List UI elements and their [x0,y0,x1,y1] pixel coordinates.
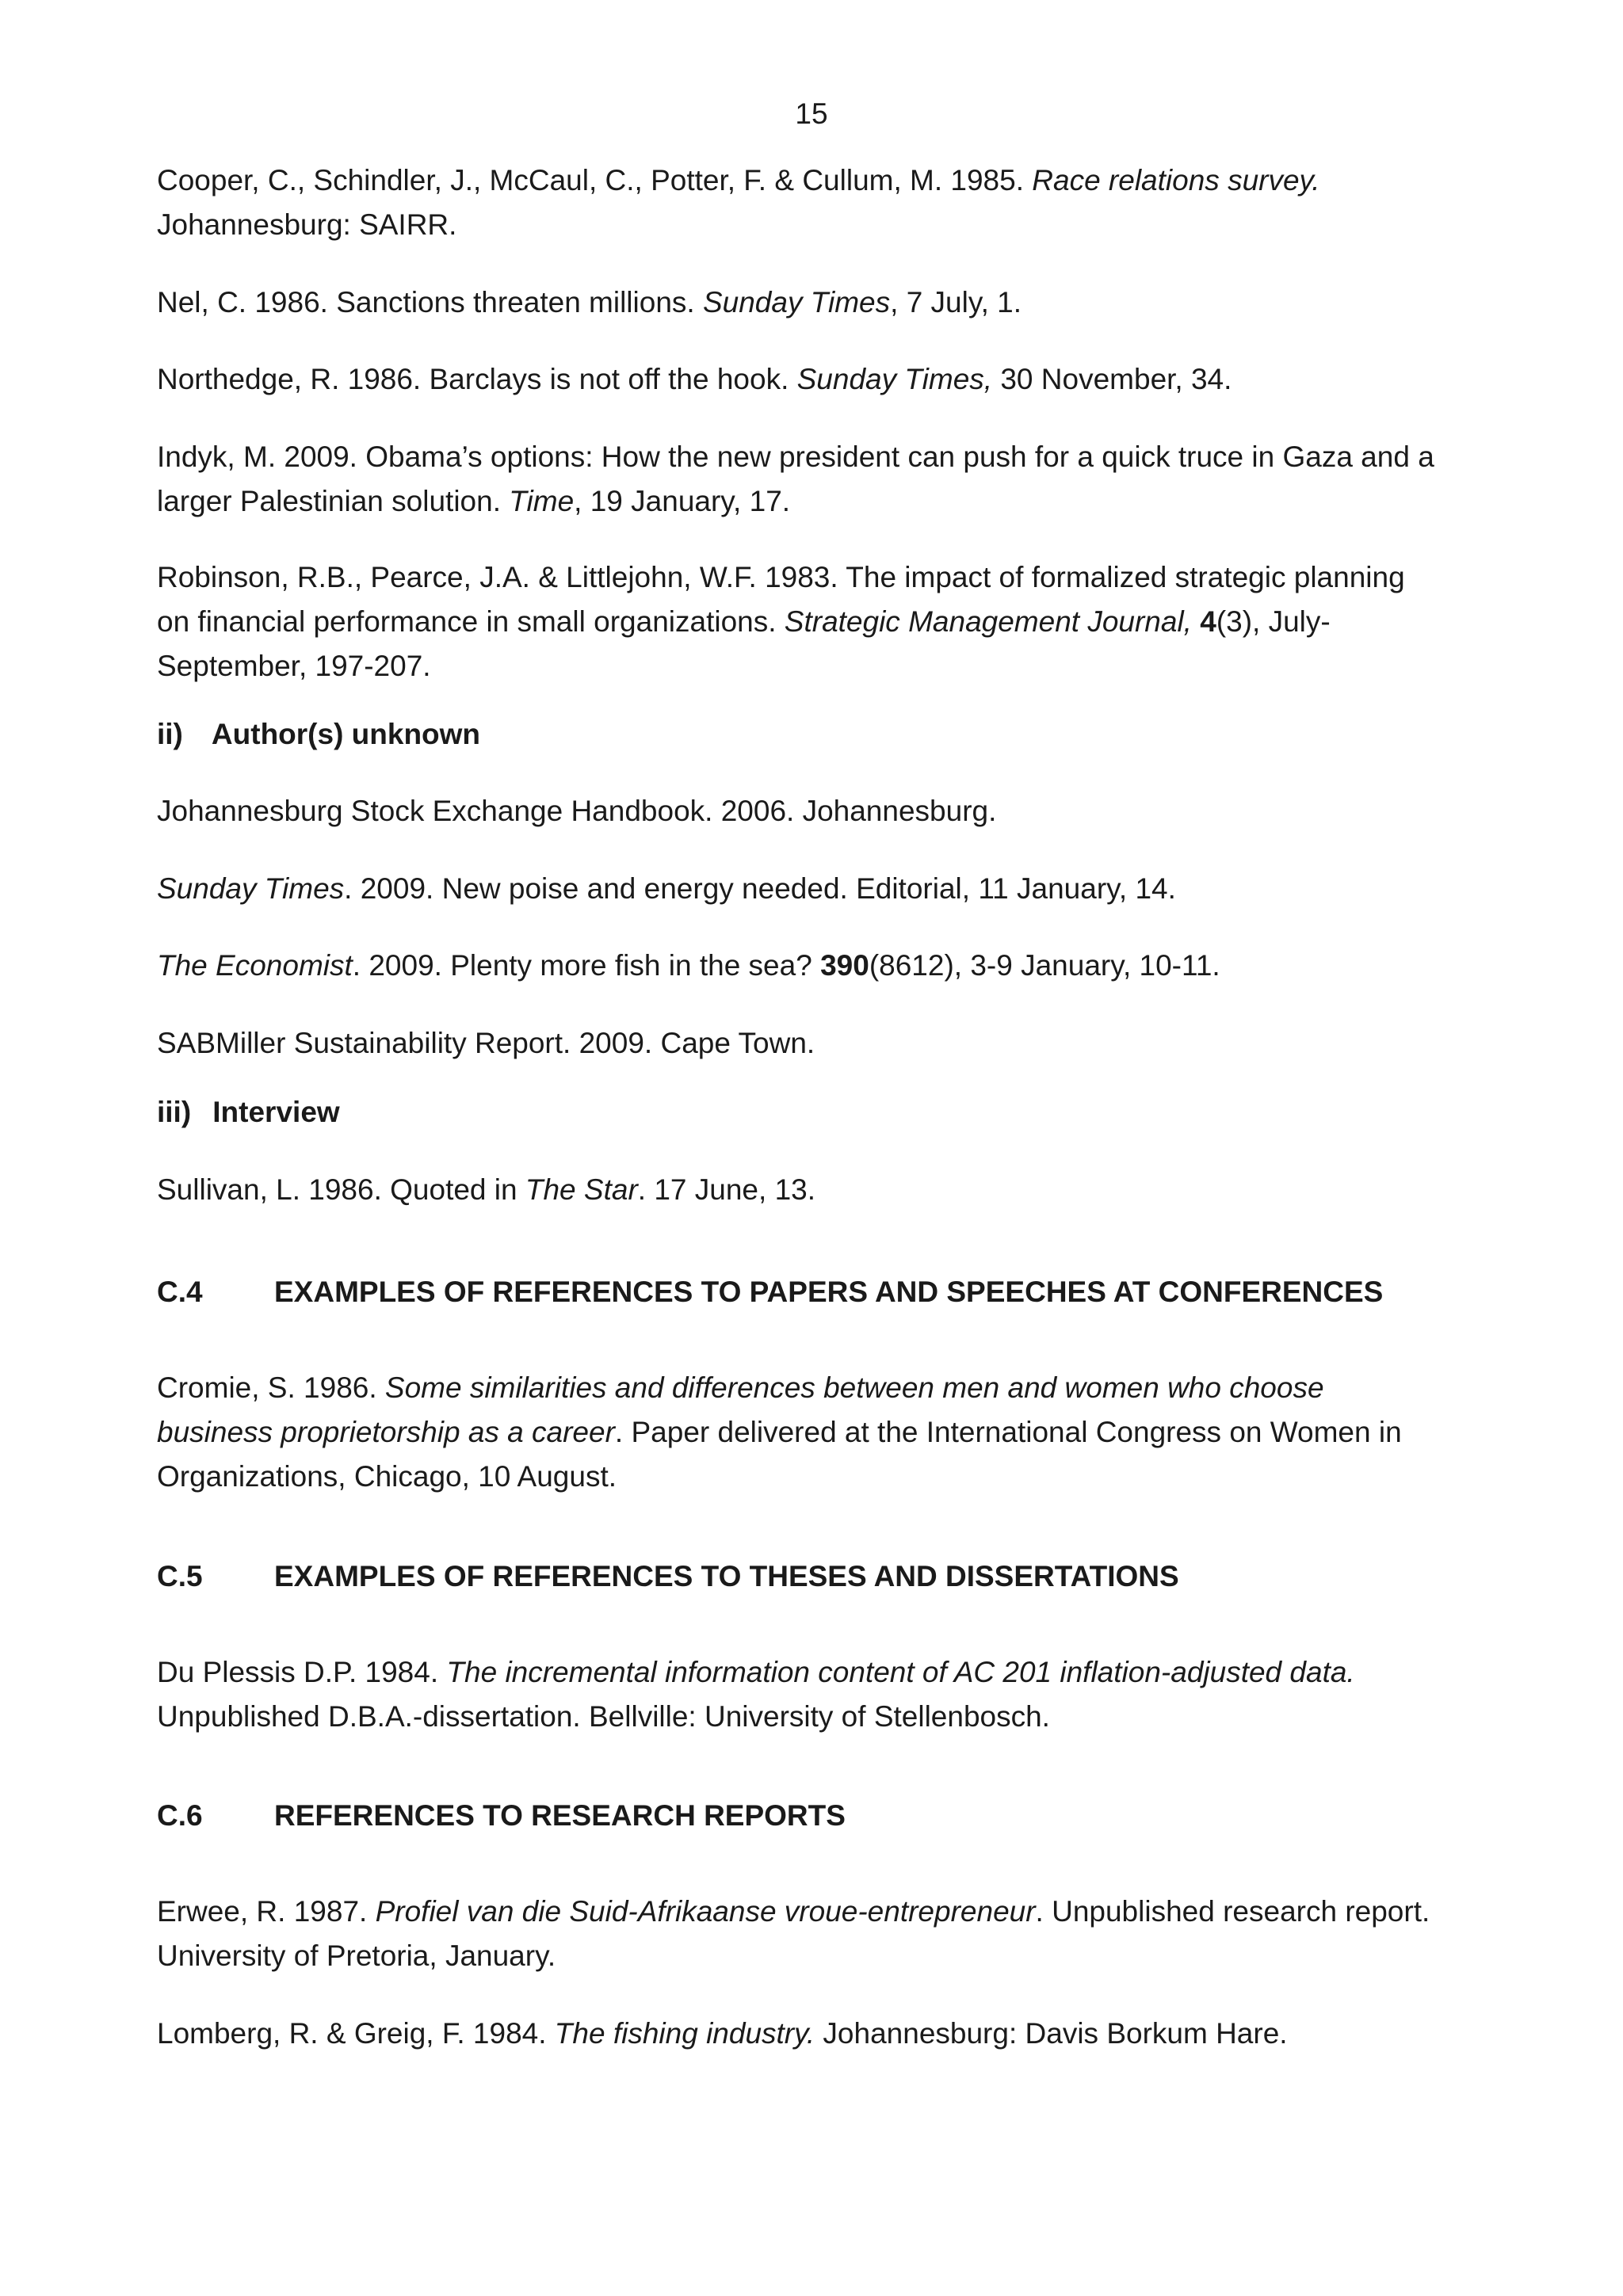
reference-jse [157,789,1496,833]
ref-text: (3), July- [1216,605,1331,638]
subheading-interview [157,1090,1496,1135]
page-number: 15 [795,97,828,130]
ref-text: University of Pretoria, January. [157,1939,556,1972]
ref-text: 30 November, 34. [992,363,1232,395]
reference-sullivan [157,1168,1496,1212]
reference-robinson [157,555,1496,688]
section-code: C.5 [157,1560,203,1592]
ref-text: . Paper delivered at the International Congress on Women in [614,1416,1402,1448]
ref-title: Sunday Times [702,286,891,318]
reference-sunday-times [157,867,1496,911]
ref-title: Sunday Times, [796,363,993,395]
reference-cooper [157,158,1496,247]
ref-text: . 17 June, 13. [637,1173,816,1206]
ref-title: The Economist [157,949,353,982]
ref-title: Race relations survey. [1032,164,1320,196]
ref-text: Johannesburg Stock Exchange Handbook. 2006. Johannesburg. [157,795,997,827]
section-title: EXAMPLES OF REFERENCES TO THESES AND DISSERTATIONS [274,1560,1179,1592]
ref-title: Sunday Times [157,872,345,905]
subheading-authors-unknown [157,712,1496,757]
ref-title: Profiel van die Suid-Afrikaanse vroue-entrepreneur [375,1895,1036,1928]
ref-title: The incremental information content of AC 201 inflation-adjusted data. [446,1656,1355,1688]
subheading-label: Interview [212,1096,340,1128]
ref-text: on financial performance in small organizations. [157,605,785,638]
section-code: C.4 [157,1276,203,1308]
section-heading-c5 [157,1554,1496,1599]
ref-text: Du Plessis D.P. 1984. [157,1656,447,1688]
reference-indyk [157,435,1496,524]
ref-text: (8612), 3-9 January, 10-11. [869,949,1220,982]
ref-text: , 19 January, 17. [574,485,791,517]
ref-title: business proprietorship as a career [157,1416,615,1448]
ref-title: The fishing industry. [554,2017,815,2050]
subheading-number: ii) [157,718,183,750]
ref-volume: 4 [1200,605,1216,638]
reference-erwee [157,1890,1496,1978]
ref-text: September, 197-207. [157,650,431,682]
reference-duplessis [157,1650,1496,1739]
reference-northedge [157,357,1496,402]
subheading-number: iii) [157,1096,192,1128]
ref-journal: Strategic Management Journal, [784,605,1192,638]
ref-title: The Star [525,1173,638,1206]
reference-economist [157,944,1496,988]
ref-text: larger Palestinian solution. [157,485,510,517]
ref-text: Indyk, M. 2009. Obama’s options: How the new president can push for a quick truce in Gaza and a [157,441,1434,473]
ref-text: Northedge, R. 1986. Barclays is not off the hook. [157,363,797,395]
ref-text: SABMiller Sustainability Report. 2009. Cape Town. [157,1027,815,1059]
reference-sabmiller [157,1021,1496,1066]
ref-text: Unpublished D.B.A.-dissertation. Bellville: University of Stellenbosch. [157,1700,1050,1733]
ref-text: . Unpublished research report. [1035,1895,1430,1928]
ref-text: Organizations, Chicago, 10 August. [157,1460,617,1493]
ref-text: Nel, C. 1986. Sanctions threaten millions. [157,286,703,318]
ref-text: Sullivan, L. 1986. Quoted in [157,1173,525,1206]
ref-text: Cromie, S. 1986. [157,1371,385,1404]
ref-text: . 2009. New poise and energy needed. Editorial, 11 January, 14. [344,872,1176,905]
ref-text: , 7 July, 1. [890,286,1022,318]
section-code: C.6 [157,1799,203,1832]
reference-lomberg [157,2012,1496,2056]
ref-text: Erwee, R. 1987. [157,1895,376,1928]
section-title: EXAMPLES OF REFERENCES TO PAPERS AND SPEECHES AT CONFERENCES [274,1276,1384,1308]
reference-cromie [157,1366,1496,1499]
subheading-label: Author(s) unknown [211,718,481,750]
section-heading-c6 [157,1794,1496,1838]
ref-text [1192,605,1200,638]
ref-text: Lomberg, R. & Greig, F. 1984. [157,2017,555,2050]
ref-text: Cooper, C., Schindler, J., McCaul, C., Potter, F. & Cullum, M. 1985. [157,164,1033,196]
ref-text: . 2009. Plenty more fish in the sea? [352,949,821,982]
section-heading-c4 [157,1270,1496,1314]
reference-nel [157,280,1496,325]
ref-volume: 390 [820,949,869,982]
ref-title: Some similarities and differences between men and women who choose [384,1371,1324,1404]
ref-title: Time [509,485,575,517]
ref-text: Robinson, R.B., Pearce, J.A. & Littlejohn, W.F. 1983. The impact of formalized strategic planning [157,561,1405,593]
ref-text: Johannesburg: SAIRR. [157,208,457,241]
section-title: REFERENCES TO RESEARCH REPORTS [274,1799,846,1832]
ref-text: Johannesburg: Davis Borkum Hare. [815,2017,1288,2050]
